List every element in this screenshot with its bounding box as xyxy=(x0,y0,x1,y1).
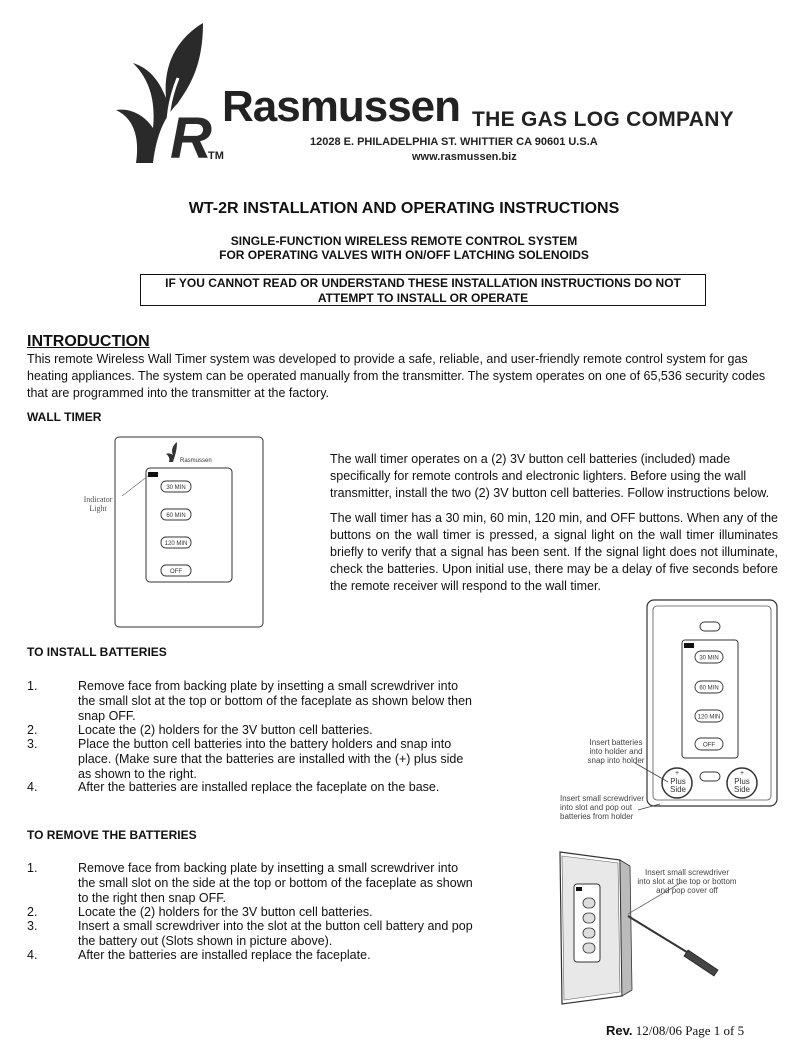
svg-text:Side: Side xyxy=(669,785,687,794)
trademark-mark: TM xyxy=(208,150,224,162)
svg-text:Plus: Plus xyxy=(670,777,686,786)
svg-text:120 MIN: 120 MIN xyxy=(164,541,188,547)
document-title: WT-2R INSTALLATION AND OPERATING INSTRUCTIONS xyxy=(188,200,620,217)
svg-text:60 MIN: 60 MIN xyxy=(166,513,186,519)
wall-timer-paragraph-2: The wall timer has a 30 min, 60 min, 120 min, and OFF buttons. When any of the buttons on the wall timer is pressed, a signal light on the wall timer illuminates briefly to verify that a signal has been sent. If the signal light does not illuminate, check the batteries. Upon initial use, there may be a delay of five seconds before the remote receiver will respond to the wall timer. xyxy=(330,511,778,593)
svg-text:OFF: OFF xyxy=(170,569,182,575)
faceplate-button[interactable] xyxy=(583,943,595,953)
subtitle-line: SINGLE-FUNCTION WIRELESS REMOTE CONTROL SYSTEM xyxy=(230,234,578,248)
screwdriver-cover-label: Insert small screwdriver into slot at the top or bottom and pop cover off xyxy=(637,868,737,895)
faceplate-button[interactable] xyxy=(583,913,595,923)
faceplate-button[interactable] xyxy=(695,681,723,693)
company-address: 12028 E. PHILADELPHIA ST. WHITTIER CA 90601 U.S.A xyxy=(310,136,598,148)
svg-text:+: + xyxy=(739,770,745,777)
faceplate-button[interactable] xyxy=(695,651,723,663)
wall-timer-figure xyxy=(80,436,270,630)
logo-wordmark: Rasmussen xyxy=(222,82,461,131)
rasmussen-logo-icon xyxy=(108,18,228,168)
remove-batteries-heading: TO REMOVE THE BATTERIES xyxy=(27,828,197,842)
screwdriver-icon xyxy=(628,916,718,976)
wall-timer-button[interactable] xyxy=(161,509,191,520)
subtitle-line: FOR OPERATING VALVES WITH ON/OFF LATCHING SOLENOIDS xyxy=(219,248,589,262)
svg-text:60 MIN: 60 MIN xyxy=(699,685,719,692)
introduction-heading: INTRODUCTION xyxy=(27,333,150,350)
svg-text:Side: Side xyxy=(733,785,751,794)
svg-text:R: R xyxy=(170,106,212,168)
indicator-light xyxy=(576,887,582,891)
warning-line: ATTEMPT TO INSTALL OR OPERATE xyxy=(317,291,529,305)
warning-box xyxy=(140,274,706,306)
revision-text: 12/08/06 Page 1 of 5 xyxy=(635,1023,745,1038)
wall-timer-heading: WALL TIMER xyxy=(27,410,102,424)
install-batteries-heading: TO INSTALL BATTERIES xyxy=(27,645,167,659)
faceplate-button[interactable] xyxy=(695,738,723,750)
faceplate-button[interactable] xyxy=(583,928,595,938)
svg-text:OFF: OFF xyxy=(703,742,715,749)
faceplate-button[interactable] xyxy=(695,710,723,722)
introduction-text: This remote Wireless Wall Timer system was developed to provide a safe, reliable, and user-friendly remote control system for gas heating appliances. The system can be operated manually from the transmitter. The system operates on one of 65,536 security codes that are programmed into the transmitter at the factory. xyxy=(27,352,766,400)
warning-line: IF YOU CANNOT READ OR UNDERSTAND THESE INSTALLATION INSTRUCTIONS DO NOT xyxy=(165,276,681,290)
svg-text:30 MIN: 30 MIN xyxy=(166,485,186,491)
insert-batteries-label: Insert batteries into holder and snap into holder xyxy=(587,738,645,765)
indicator-light xyxy=(684,643,694,648)
svg-text:30 MIN: 30 MIN xyxy=(699,655,719,662)
faceplate-button[interactable] xyxy=(583,898,595,908)
company-website[interactable]: www.rasmussen.biz xyxy=(412,151,517,163)
revision-label: Rev. xyxy=(606,1023,633,1038)
battery-holder-right xyxy=(727,768,757,798)
wall-timer-paragraph-1: The wall timer operates on a (2) 3V button cell batteries (included) made specifically for remote controls and electronic lighters. Before using the wall transmitter, install the two (2) 3V button cell batteries. Follow instructions below. xyxy=(330,452,770,500)
wall-timer-button[interactable] xyxy=(161,565,191,576)
screwdriver-batteries-label: Insert small screwdriver into slot and pop out batteries from holder xyxy=(560,794,645,821)
indicator-light xyxy=(148,472,158,477)
indicator-light-label: Indicator Light xyxy=(83,495,113,513)
page-footer xyxy=(606,1023,744,1039)
document-subtitle xyxy=(0,234,808,262)
svg-text:120 MIN: 120 MIN xyxy=(697,714,721,721)
plate-logo-text: Rasmussen xyxy=(180,458,212,464)
wall-timer-button[interactable] xyxy=(161,537,191,548)
svg-text:+: + xyxy=(674,770,680,777)
svg-text:Plus: Plus xyxy=(734,777,750,786)
wall-timer-button[interactable] xyxy=(161,481,191,492)
logo-tagline: THE GAS LOG COMPANY xyxy=(472,108,734,131)
